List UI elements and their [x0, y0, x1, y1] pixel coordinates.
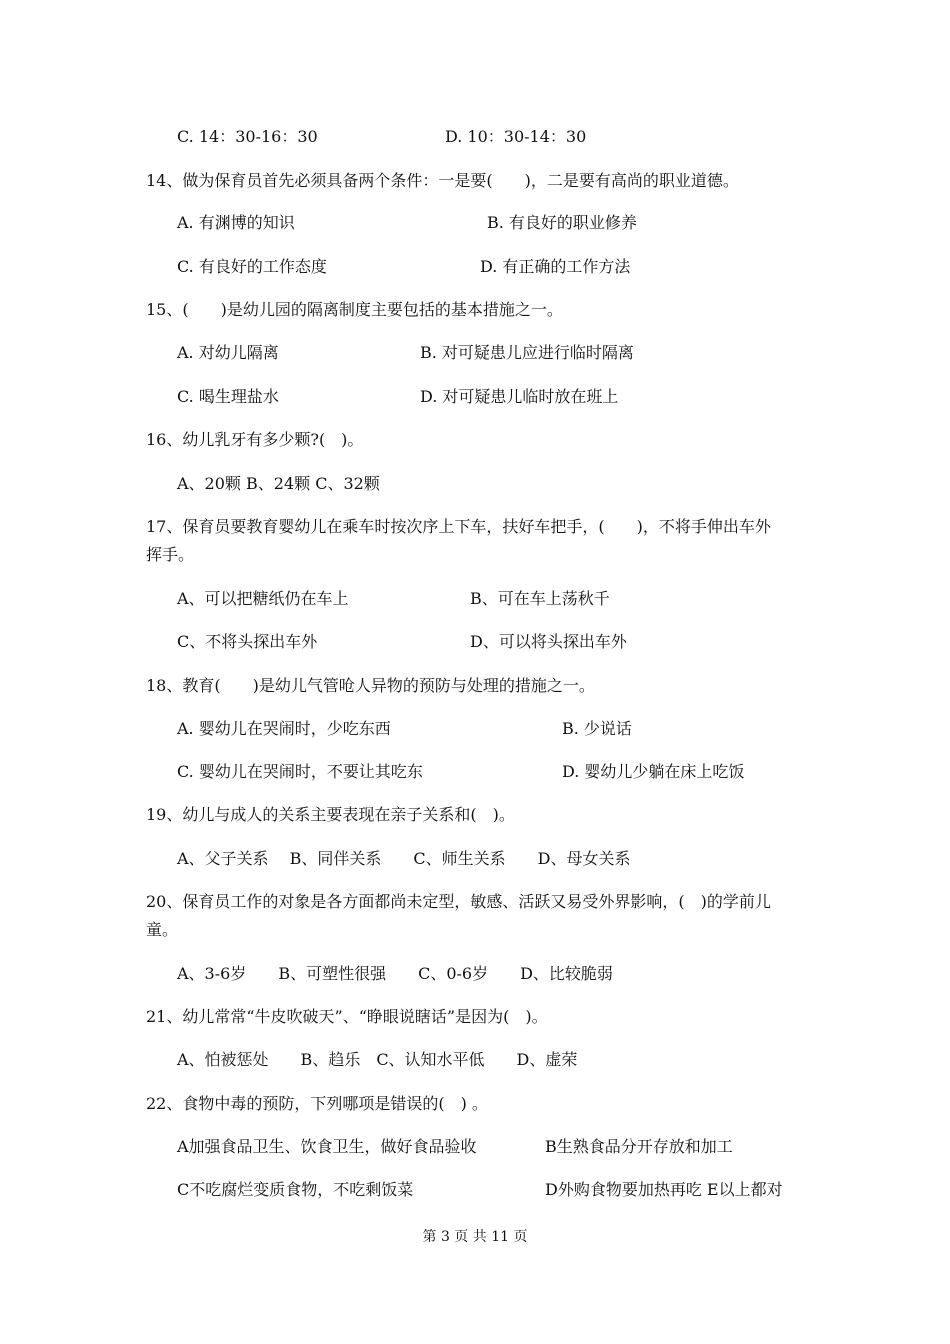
- q22-option-a: A加强食品卫生、饮食卫生，做好食品验收: [177, 1137, 477, 1156]
- question-15: 15、( )是幼儿园的隔离制度主要包括的基本措施之一。: [146, 300, 563, 319]
- q22-option-b: B生熟食品分开存放和加工: [545, 1137, 733, 1156]
- q13-option-c: C. 14：30-16：30: [177, 127, 318, 146]
- q13-option-d: D. 10：30-14：30: [445, 127, 587, 146]
- q21-options: A、怕被惩处 B、趋乐 C、认知水平低 D、虚荣: [177, 1050, 578, 1069]
- page-number-footer: 第 3 页 共 11 页: [422, 1229, 528, 1245]
- question-17-line-1: 17、保育员要教育婴幼儿在乘车时按次序上下车，扶好车把手，( )，不将手伸出车外: [146, 517, 771, 536]
- q15-option-d: D. 对可疑患儿临时放在班上: [420, 387, 619, 406]
- q14-option-c: C. 有良好的工作态度: [177, 257, 327, 276]
- q15-option-a: A. 对幼儿隔离: [177, 343, 279, 362]
- question-20-line-1: 20、保育员工作的对象是各方面都尚未定型，敏感、活跃又易受外界影响，( )的学前儿: [146, 892, 771, 911]
- question-14: 14、做为保育员首先必须具备两个条件：一是要( )，二是要有高尚的职业道德。: [146, 171, 739, 190]
- question-16: 16、幼儿乳牙有多少颗?( )。: [146, 430, 364, 449]
- q14-option-b: B. 有良好的职业修养: [487, 213, 637, 232]
- q17-option-b: B、可在车上荡秋千: [470, 589, 610, 608]
- q19-options: A、父子关系 B、同伴关系 C、师生关系 D、母女关系: [177, 849, 631, 868]
- q17-option-a: A、可以把糖纸仍在车上: [177, 589, 349, 608]
- question-19: 19、幼儿与成人的关系主要表现在亲子关系和( )。: [146, 805, 515, 824]
- question-22: 22、食物中毒的预防，下列哪项是错误的( ) 。: [146, 1094, 488, 1113]
- q16-options: A、20颗 B、24颗 C、32颗: [177, 474, 380, 493]
- q14-option-d: D. 有正确的工作方法: [480, 257, 631, 276]
- q22-option-d-e: D外购食物要加热再吃 E以上都对: [545, 1180, 783, 1199]
- q18-option-d: D. 婴幼儿少躺在床上吃饭: [562, 762, 745, 781]
- q18-option-b: B. 少说话: [562, 719, 632, 738]
- question-18: 18、教育( )是幼儿气管呛人异物的预防与处理的措施之一。: [146, 676, 595, 695]
- q15-option-c: C. 喝生理盐水: [177, 387, 279, 406]
- q15-option-b: B. 对可疑患儿应进行临时隔离: [420, 343, 634, 362]
- q18-option-a: A. 婴幼儿在哭闹时，少吃东西: [177, 719, 391, 738]
- q22-option-c: C不吃腐烂变质食物，不吃剩饭菜: [177, 1180, 414, 1199]
- q17-option-d: D、可以将头探出车外: [470, 632, 627, 651]
- q14-option-a: A. 有渊博的知识: [177, 213, 295, 232]
- q17-option-c: C、不将头探出车外: [177, 632, 318, 651]
- question-17-line-2: 挥手。: [146, 545, 195, 564]
- question-20-line-2: 童。: [146, 920, 179, 939]
- q18-option-c: C. 婴幼儿在哭闹时，不要让其吃东: [177, 762, 423, 781]
- q20-options: A、3-6岁 B、可塑性很强 C、0-6岁 D、比较脆弱: [177, 964, 613, 983]
- question-21: 21、幼儿常常“牛皮吹破天”、“睁眼说瞎话”是因为( )。: [146, 1007, 548, 1026]
